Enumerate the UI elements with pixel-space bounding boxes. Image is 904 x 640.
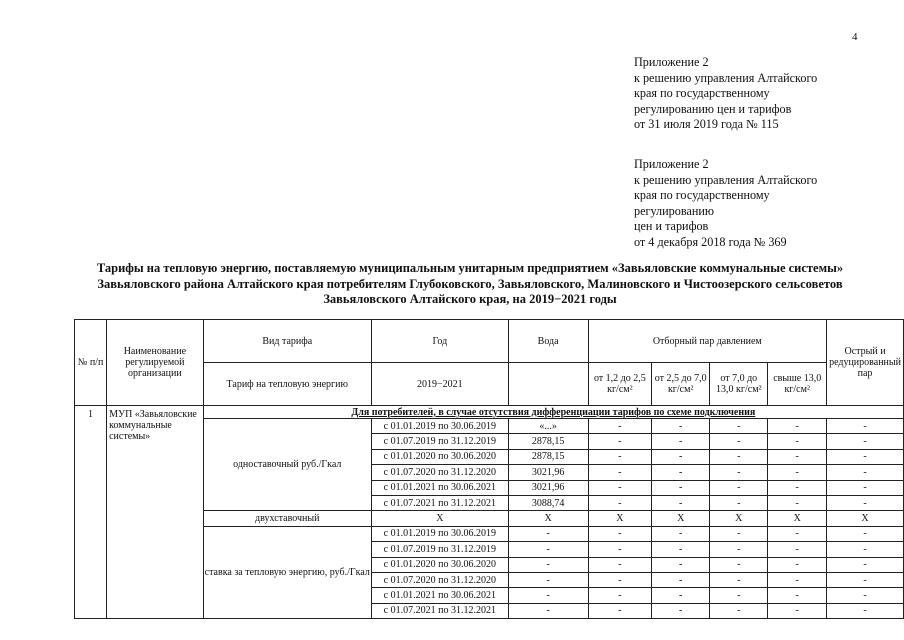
water-cell: 2878,15 <box>508 434 588 449</box>
value-cell: - <box>827 588 904 603</box>
annex-line: от 31 июля 2019 года № 115 <box>634 117 779 131</box>
value-cell: - <box>652 419 710 434</box>
period-cell: с 01.01.2019 по 30.06.2019 <box>371 526 508 541</box>
title-line: Тарифы на тепловую энергию, поставляемую муниципальным унитарным предприятием «Завьяловские коммунальные системы» <box>96 261 844 275</box>
two-part-label: двухставочный <box>203 511 371 526</box>
value-cell: - <box>588 542 652 557</box>
value-cell: - <box>768 419 827 434</box>
value-cell: - <box>827 557 904 572</box>
header-years: 2019−2021 <box>371 363 508 406</box>
annex-line: Приложение 2 <box>634 157 709 171</box>
value-cell: - <box>652 526 710 541</box>
value-cell: - <box>652 495 710 510</box>
value-cell: - <box>710 557 768 572</box>
annex-block-current <box>634 55 817 133</box>
annex-line: края по государственному <box>634 188 770 202</box>
value-cell: Х <box>768 511 827 526</box>
value-cell: - <box>768 603 827 618</box>
value-cell: - <box>652 588 710 603</box>
value-cell: - <box>768 465 827 480</box>
value-cell: - <box>710 419 768 434</box>
value-cell: - <box>710 526 768 541</box>
water-cell: 3021,96 <box>508 480 588 495</box>
water-cell: 2878,15 <box>508 449 588 464</box>
value-cell: - <box>710 495 768 510</box>
period-cell: с 01.01.2021 по 30.06.2021 <box>371 588 508 603</box>
water-cell: - <box>508 557 588 572</box>
water-cell: - <box>508 526 588 541</box>
value-cell: - <box>827 603 904 618</box>
value-cell: - <box>652 465 710 480</box>
annex-line: цен и тарифов <box>634 219 709 233</box>
value-cell: - <box>588 557 652 572</box>
value-cell: - <box>588 495 652 510</box>
value-cell: Х <box>588 511 652 526</box>
water-cell: «...» <box>508 419 588 434</box>
document-title <box>40 261 900 308</box>
period-cell: с 01.01.2021 по 30.06.2021 <box>371 480 508 495</box>
period-cell: с 01.07.2019 по 31.12.2019 <box>371 542 508 557</box>
period-cell: с 01.01.2019 по 30.06.2019 <box>371 419 508 434</box>
annex-line: регулированию цен и тарифов <box>634 101 792 116</box>
value-cell: - <box>827 495 904 510</box>
value-cell: - <box>588 419 652 434</box>
value-cell: - <box>768 572 827 587</box>
water-cell: Х <box>508 511 588 526</box>
value-cell: - <box>588 603 652 618</box>
period-cell: с 01.01.2020 по 30.06.2020 <box>371 557 508 572</box>
annex-line: от 4 декабря 2018 года № 369 <box>634 234 787 249</box>
period-cell: с 01.07.2019 по 31.12.2019 <box>371 434 508 449</box>
value-cell: - <box>827 434 904 449</box>
value-cell: - <box>588 526 652 541</box>
value-cell: - <box>588 572 652 587</box>
value-cell: - <box>768 557 827 572</box>
water-cell: 3021,96 <box>508 465 588 480</box>
period-cell: с 01.07.2020 по 31.12.2020 <box>371 572 508 587</box>
value-cell: - <box>827 449 904 464</box>
period-cell: Х <box>371 511 508 526</box>
value-cell: - <box>652 449 710 464</box>
value-cell: - <box>652 572 710 587</box>
value-cell: - <box>710 603 768 618</box>
header-sharp-steam: Острый и редуцированный пар <box>827 320 904 406</box>
value-cell: - <box>588 434 652 449</box>
value-cell: - <box>588 588 652 603</box>
group2-label: ставка за тепловую энергию, руб./Гкал <box>203 526 371 618</box>
value-cell: Х <box>710 511 768 526</box>
header-pressure-3: от 7,0 до 13,0 кг/см² <box>710 363 768 406</box>
value-cell: - <box>588 449 652 464</box>
water-cell: - <box>508 572 588 587</box>
annex-line: к решению управления Алтайского <box>634 172 818 187</box>
header-year: Год <box>371 320 508 363</box>
header-tariff-heat: Тариф на тепловую энергию <box>203 363 371 406</box>
value-cell: - <box>710 434 768 449</box>
value-cell: - <box>768 449 827 464</box>
organization-name: МУП «Завьяловские коммунальные системы» <box>107 406 204 619</box>
group1-label: одноставочный руб./Гкал <box>203 419 371 511</box>
title-line: Завьяловского района Алтайского края потребителям Глубоковского, Завьяловского, Малиновского и Чистоозерского сельсоветов <box>97 276 843 291</box>
value-cell: - <box>652 542 710 557</box>
header-tariff-type: Вид тарифа <box>203 320 371 363</box>
period-cell: с 01.07.2021 по 31.12.2021 <box>371 603 508 618</box>
row-number: 1 <box>75 406 107 619</box>
header-org: Наименование регулируемой организации <box>107 320 204 406</box>
annex-block-previous <box>634 157 817 250</box>
annex-line: Приложение 2 <box>634 55 709 69</box>
section-title: Для потребителей, в случае отсутствия дифференциации тарифов по схеме подключения <box>203 406 903 419</box>
annex-line: края по государственному <box>634 86 770 100</box>
value-cell: Х <box>652 511 710 526</box>
value-cell: - <box>652 557 710 572</box>
value-cell: - <box>827 480 904 495</box>
title-line: Завьяловского Алтайского края, на 2019−2021 годы <box>323 292 617 307</box>
header-num: № п/п <box>75 320 107 406</box>
value-cell: - <box>652 434 710 449</box>
tariff-table <box>74 319 904 619</box>
value-cell: - <box>827 572 904 587</box>
value-cell: - <box>588 465 652 480</box>
value-cell: - <box>827 465 904 480</box>
header-pressure-4: свыше 13,0 кг/см² <box>768 363 827 406</box>
water-cell: - <box>508 588 588 603</box>
value-cell: - <box>710 542 768 557</box>
value-cell: - <box>827 419 904 434</box>
page-number: 4 <box>852 31 858 43</box>
value-cell: - <box>588 480 652 495</box>
period-cell: с 01.01.2020 по 30.06.2020 <box>371 449 508 464</box>
annex-line: регулированию <box>634 203 715 218</box>
header-water-blank <box>508 363 588 406</box>
water-cell: 3088,74 <box>508 495 588 510</box>
period-cell: с 01.07.2020 по 31.12.2020 <box>371 465 508 480</box>
value-cell: - <box>768 480 827 495</box>
value-cell: - <box>768 588 827 603</box>
header-water: Вода <box>508 320 588 363</box>
value-cell: - <box>827 526 904 541</box>
value-cell: Х <box>827 511 904 526</box>
header-pressure-2: от 2,5 до 7,0 кг/см² <box>652 363 710 406</box>
period-cell: с 01.07.2021 по 31.12.2021 <box>371 495 508 510</box>
value-cell: - <box>710 588 768 603</box>
value-cell: - <box>768 542 827 557</box>
value-cell: - <box>652 480 710 495</box>
value-cell: - <box>827 542 904 557</box>
value-cell: - <box>710 449 768 464</box>
header-pressure-1: от 1,2 до 2,5 кг/см² <box>588 363 652 406</box>
value-cell: - <box>768 495 827 510</box>
water-cell: - <box>508 603 588 618</box>
value-cell: - <box>768 526 827 541</box>
value-cell: - <box>710 465 768 480</box>
value-cell: - <box>768 434 827 449</box>
annex-line: к решению управления Алтайского <box>634 70 818 85</box>
water-cell: - <box>508 542 588 557</box>
value-cell: - <box>710 480 768 495</box>
value-cell: - <box>652 603 710 618</box>
header-steam: Отборный пар давлением <box>588 320 827 363</box>
value-cell: - <box>710 572 768 587</box>
